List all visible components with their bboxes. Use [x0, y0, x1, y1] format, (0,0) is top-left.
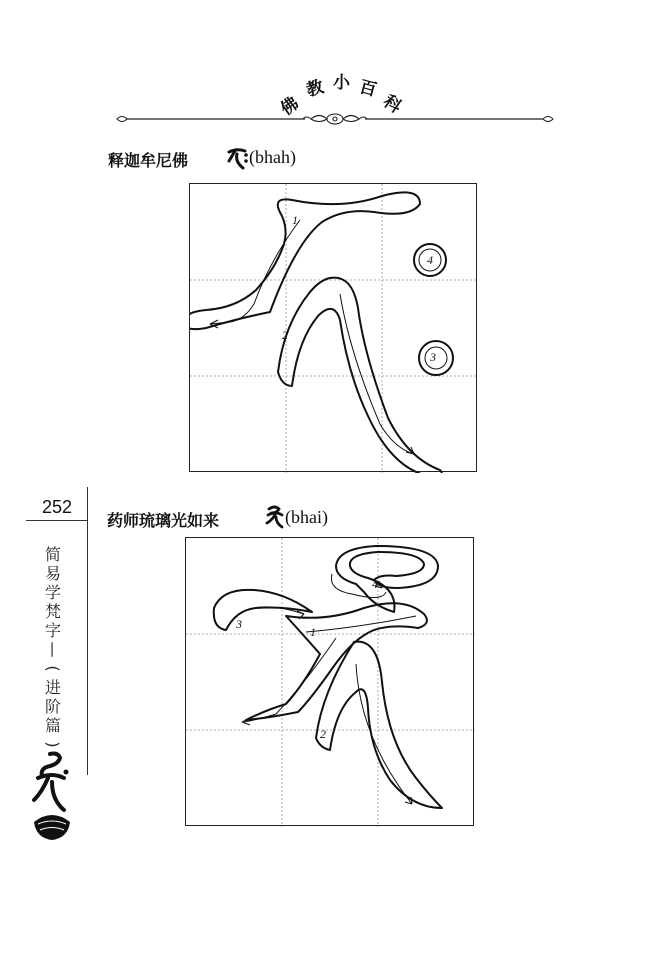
- stroke-dot-lower: [419, 341, 453, 375]
- book-title-char: (: [43, 665, 63, 672]
- book-title-char: 阶: [44, 697, 61, 716]
- header-ornament-rule: [115, 112, 555, 126]
- header-char: 百: [357, 77, 379, 101]
- stroke-number-3: 3: [430, 350, 436, 364]
- stroke-outline-glyph-bhah: [190, 192, 442, 473]
- siddham-bhai-glyph-icon: [265, 505, 285, 529]
- stroke-number-1: 1: [310, 625, 316, 639]
- book-title-char: 梵: [44, 602, 61, 621]
- book-title-char: 进: [44, 678, 61, 697]
- book-title-char: 易: [44, 564, 61, 583]
- stroke-direction-arrows: [210, 220, 414, 454]
- lotus-ornament-icon: [303, 114, 367, 124]
- page-number: 252: [42, 497, 73, 517]
- book-title-char: 学: [44, 583, 61, 602]
- running-header-title: [270, 60, 410, 120]
- practice-grid-2: [185, 537, 474, 826]
- stroke-outline-glyph-bhai: [214, 546, 442, 808]
- header-char: 科: [379, 91, 405, 118]
- book-title-vertical: [40, 545, 66, 754]
- stroke-number-2: 2: [320, 727, 326, 741]
- book-title-char: 简: [44, 545, 61, 564]
- book-title-char: —: [43, 641, 63, 658]
- margin-vertical-rule: [87, 487, 88, 775]
- page-number-rule: [26, 520, 88, 521]
- siddham-bhah-glyph-icon: [227, 146, 249, 170]
- stroke-number-3: 3: [236, 617, 242, 631]
- book-title-char: 字: [44, 621, 61, 640]
- header-char: 佛: [277, 93, 303, 120]
- practice-grid-1: [189, 183, 477, 472]
- romanization-2: (bhai): [285, 507, 328, 527]
- section-heading-2: 药师琉璃光如来: [107, 511, 220, 530]
- stroke-number-4: 4: [372, 577, 378, 591]
- header-char: 教: [304, 77, 326, 101]
- section-heading-1: 释迦牟尼佛: [108, 151, 189, 170]
- header-char: 小: [333, 73, 350, 93]
- siddham-ornament-icon: [30, 748, 74, 844]
- book-title-char: ): [43, 741, 63, 748]
- book-title-char: 篇: [44, 716, 61, 735]
- stroke-number-1: 1: [292, 213, 298, 227]
- stroke-number-4: 4: [427, 253, 433, 267]
- romanization-1: (bhah): [249, 147, 296, 167]
- stroke-number-2: 2: [282, 328, 288, 342]
